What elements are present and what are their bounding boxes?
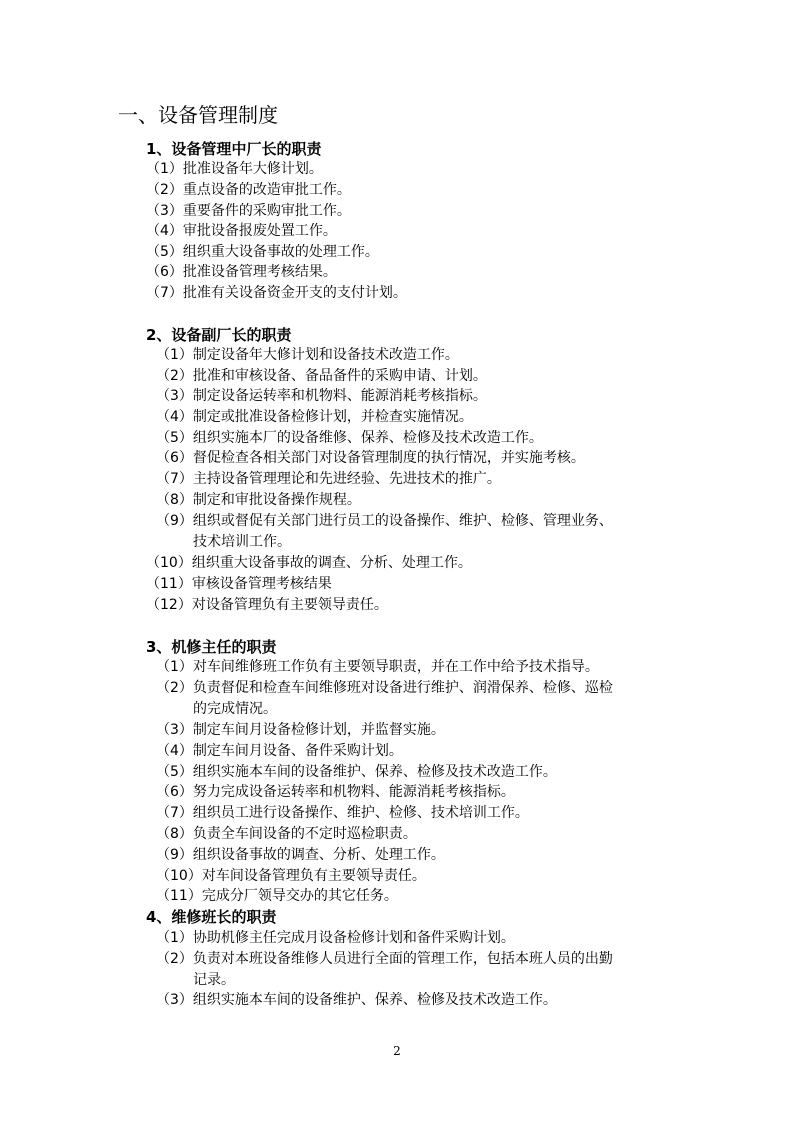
- section-2-heading: 2、设备副厂长的职责: [146, 326, 292, 344]
- list-item: [156, 782, 515, 802]
- item-number: （4）: [156, 409, 193, 425]
- item-number: （11）: [146, 576, 192, 592]
- list-item: [146, 595, 388, 615]
- item-text: 主持设备管理理论和先进经验、先进技术的推广。: [192, 471, 501, 487]
- item-number: （2）: [146, 182, 183, 198]
- item-number: （6）: [146, 264, 183, 280]
- item-number: （4）: [146, 223, 183, 239]
- list-item: [156, 366, 487, 386]
- item-text: 督促检查各相关部门对设备管理制度的执行情况，并实施考核。: [192, 450, 585, 466]
- item-continuation: 的完成情况。: [193, 701, 277, 717]
- list-item: [156, 345, 459, 365]
- item-number: （12）: [146, 597, 192, 613]
- list-item: [146, 159, 323, 179]
- item-text: 组织重大设备事故的处理工作。: [182, 244, 379, 260]
- list-item: [156, 678, 613, 698]
- list-item: [156, 928, 515, 948]
- item-number: （9）: [156, 847, 193, 863]
- item-number: （7）: [146, 285, 183, 301]
- item-number: （8）: [156, 492, 193, 508]
- item-number: （4）: [156, 743, 193, 759]
- item-text: 批准设备年大修计划。: [182, 161, 323, 177]
- item-text: 对设备管理负有主要领导责任。: [191, 597, 388, 613]
- list-item: [146, 180, 351, 200]
- list-item: [156, 490, 361, 510]
- list-item: [146, 283, 407, 303]
- item-text: 审核设备管理考核结果: [191, 576, 332, 592]
- item-text: 对车间维修班工作负有主要领导职责，并在工作中给予技术指导。: [192, 659, 599, 675]
- item-text: 负责对本班设备维修人员进行全面的管理工作，包括本班人员的出勤: [192, 951, 613, 967]
- list-item: [156, 845, 445, 865]
- item-text: 组织或督促有关部门进行员工的设备操作、维护、检修、管理业务、: [192, 513, 613, 529]
- page-number: 2: [393, 1044, 401, 1058]
- item-number: （3）: [156, 992, 193, 1008]
- item-text: 批准和审核设备、备品备件的采购申请、计划。: [192, 368, 487, 384]
- item-number: （2）: [156, 680, 193, 696]
- item-number: （7）: [156, 805, 193, 821]
- item-text: 制定车间月设备、备件采购计划。: [192, 743, 403, 759]
- list-item: [146, 201, 351, 221]
- item-number: （6）: [156, 784, 193, 800]
- item-number: （3）: [156, 388, 193, 404]
- section-4-heading: 4、维修班长的职责: [146, 908, 277, 926]
- list-item: [146, 262, 337, 282]
- item-text: 制定或批准设备检修计划，并检查实施情况。: [192, 409, 473, 425]
- item-number: （1）: [146, 161, 183, 177]
- item-number: （3）: [156, 722, 193, 738]
- item-text: 制定和审批设备操作规程。: [192, 492, 361, 508]
- item-text: 重要备件的采购审批工作。: [182, 203, 351, 219]
- list-item: [156, 762, 557, 782]
- page-title: 一、设备管理制度: [118, 103, 278, 127]
- item-number: （8）: [156, 826, 193, 842]
- item-text: 完成分厂领导交办的其它任务。: [201, 888, 398, 904]
- item-text: 努力完成设备运转率和机物料、能源消耗考核指标。: [192, 784, 515, 800]
- item-text: 组织实施本厂的设备维修、保养、检修及技术改造工作。: [192, 430, 543, 446]
- list-item: [156, 511, 613, 531]
- item-continuation: 技术培训工作。: [193, 534, 291, 550]
- list-item: [146, 553, 472, 573]
- item-text: 组织设备事故的调查、分析、处理工作。: [192, 847, 445, 863]
- item-number: （3）: [146, 203, 183, 219]
- section-1-heading: 1、设备管理中厂长的职责: [146, 140, 322, 158]
- list-item: [156, 386, 487, 406]
- item-number: （1）: [156, 659, 193, 675]
- item-text: 制定车间月设备检修计划，并监督实施。: [192, 722, 445, 738]
- item-text: 制定设备运转率和机物料、能源消耗考核指标。: [192, 388, 487, 404]
- list-item: [156, 448, 585, 468]
- list-item: [156, 886, 398, 906]
- list-item: [146, 242, 379, 262]
- list-item: [146, 221, 337, 241]
- item-text: 制定设备年大修计划和设备技术改造工作。: [192, 347, 459, 363]
- item-text: 负责督促和检查车间维修班对设备进行维护、润滑保养、检修、巡检: [192, 680, 613, 696]
- item-text: 组织实施本车间的设备维护、保养、检修及技术改造工作。: [192, 764, 557, 780]
- item-text: 批准有关设备资金开支的支付计划。: [182, 285, 407, 301]
- item-text: 对车间设备管理负有主要领导责任。: [201, 868, 426, 884]
- item-text: 负责全车间设备的不定时巡检职责。: [192, 826, 417, 842]
- item-number: （1）: [156, 930, 193, 946]
- section-3-heading: 3、机修主任的职责: [146, 638, 277, 656]
- list-item: [156, 407, 473, 427]
- item-number: （7）: [156, 471, 193, 487]
- list-item: [146, 574, 332, 594]
- item-text: 审批设备报废处置工作。: [182, 223, 337, 239]
- item-number: （6）: [156, 450, 193, 466]
- list-item: [156, 657, 599, 677]
- item-text: 组织实施本车间的设备维护、保养、检修及技术改造工作。: [192, 992, 557, 1008]
- item-number: （2）: [156, 368, 193, 384]
- list-item: [156, 469, 501, 489]
- list-item: [156, 866, 426, 886]
- item-number: （5）: [156, 764, 193, 780]
- item-number: （10）: [146, 555, 192, 571]
- list-item: [156, 428, 543, 448]
- list-item: [156, 720, 445, 740]
- item-text: 批准设备管理考核结果。: [182, 264, 337, 280]
- item-number: （5）: [146, 244, 183, 260]
- item-number: （2）: [156, 951, 193, 967]
- item-text: 组织重大设备事故的调查、分析、处理工作。: [191, 555, 472, 571]
- item-text: 协助机修主任完成月设备检修计划和备件采购计划。: [192, 930, 515, 946]
- item-continuation: 记录。: [193, 972, 235, 988]
- item-number: （11）: [156, 888, 202, 904]
- item-number: （5）: [156, 430, 193, 446]
- item-number: （10）: [156, 868, 202, 884]
- list-item: [156, 824, 417, 844]
- list-item: [156, 949, 613, 969]
- item-text: 重点设备的改造审批工作。: [182, 182, 351, 198]
- list-item: [156, 990, 557, 1010]
- item-number: （1）: [156, 347, 193, 363]
- item-text: 组织员工进行设备操作、维护、检修、技术培训工作。: [192, 805, 529, 821]
- list-item: [156, 803, 529, 823]
- item-number: （9）: [156, 513, 193, 529]
- list-item: [156, 741, 403, 761]
